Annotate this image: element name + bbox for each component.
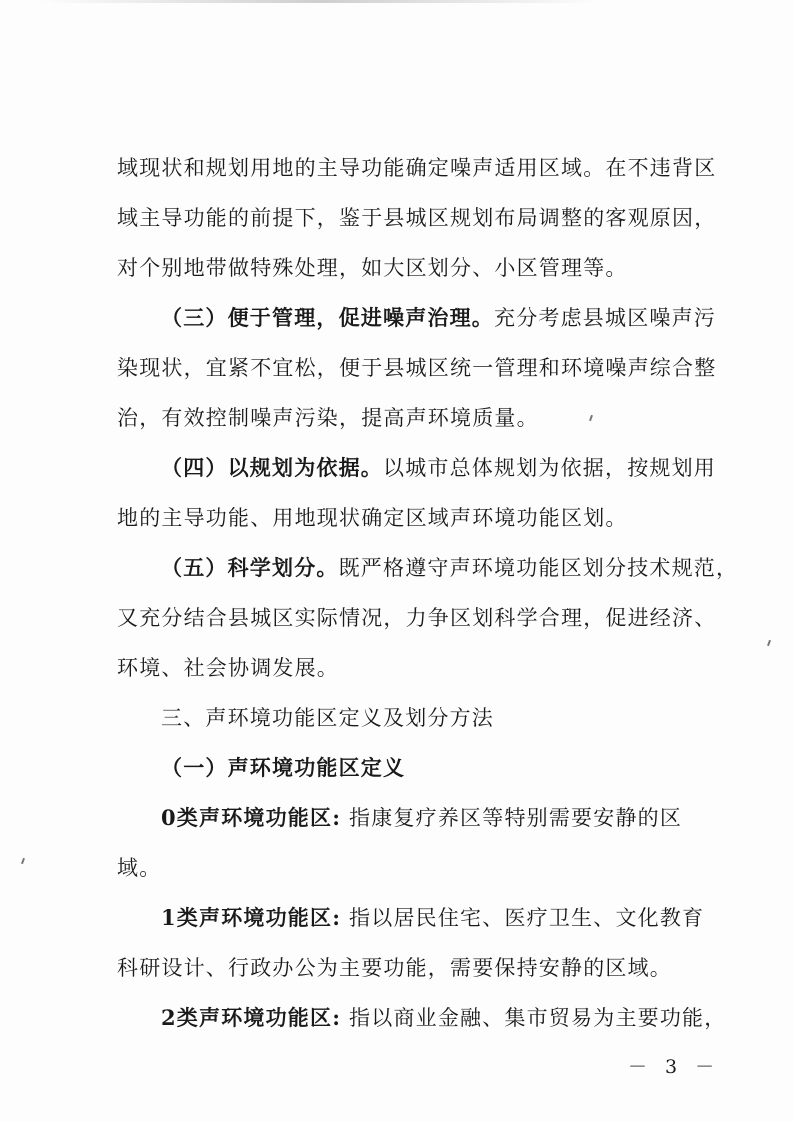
line-text: 域现状和规划用地的主导功能确定噪声适用区域。在不违背区: [117, 156, 717, 180]
line-text: 域主导功能的前提下，鉴于县城区规划布局调整的客观原因，: [117, 206, 717, 230]
text-line: [117, 953, 672, 983]
line-text: 指以商业金融、集市贸易为主要功能，: [341, 1006, 727, 1030]
scan-speck: [589, 415, 593, 421]
subsection-heading: [161, 753, 405, 783]
text-line: [117, 653, 339, 683]
subsection-heading-text: （一）声环境功能区定义: [161, 755, 406, 780]
text-line: [161, 453, 716, 483]
scan-edge-shadow: [40, 0, 600, 3]
section-heading: （三）便于管理，促进噪声治理。: [161, 305, 494, 330]
line-text: 以城市总体规划为依据，按规划用: [383, 456, 716, 480]
scan-speck: [767, 640, 771, 646]
line-text: 地的主导功能、用地现状确定区域声环境功能区划。: [117, 506, 628, 530]
section-heading: （四）以规划为依据。: [161, 455, 383, 480]
text-line: [117, 503, 628, 533]
line-text: 指以居民住宅、医疗卫生、文化教育: [341, 906, 705, 930]
definition-line: [161, 903, 704, 933]
text-line: [117, 403, 539, 433]
line-text: 染现状，宜紧不宜松，便于县城区统一管理和环境噪声综合整: [117, 356, 717, 380]
line-text: 域。: [117, 856, 162, 880]
text-line: [117, 853, 161, 883]
text-line: [117, 353, 716, 383]
text-line: [161, 303, 716, 333]
chapter-heading: [161, 703, 494, 733]
chapter-heading-text: 三、声环境功能区定义及划分方法: [161, 706, 494, 730]
definition-line: [161, 1003, 726, 1033]
line-text: 治，有效控制噪声污染，提高声环境质量。: [117, 406, 539, 430]
page-number: － 3 －: [628, 1056, 721, 1078]
line-text: 科研设计、行政办公为主要功能，需要保持安静的区域。: [117, 956, 672, 980]
text-line: [117, 153, 716, 183]
definition-term: 0类声环境功能区:: [161, 805, 342, 830]
text-line: [161, 553, 738, 583]
text-line: [117, 203, 716, 233]
line-text: 既严格遵守声环境功能区划分技术规范，: [338, 556, 739, 580]
text-line: [117, 253, 628, 283]
text-line: [117, 603, 716, 633]
section-heading: （五）科学划分。: [161, 555, 339, 580]
line-text: 指康复疗养区等特别需要安静的区: [341, 806, 683, 830]
scan-speck: [21, 858, 25, 864]
line-text: 对个别地带做特殊处理，如大区划分、小区管理等。: [117, 256, 628, 280]
line-text: 充分考虑县城区噪声污: [494, 306, 716, 330]
definition-term: 2类声环境功能区:: [161, 1005, 342, 1030]
definition-term: 1类声环境功能区:: [161, 905, 342, 930]
line-text: 又充分结合县城区实际情况，力争区划科学合理，促进经济、: [117, 606, 717, 630]
definition-line: [161, 803, 682, 833]
line-text: 环境、社会协调发展。: [117, 656, 339, 680]
